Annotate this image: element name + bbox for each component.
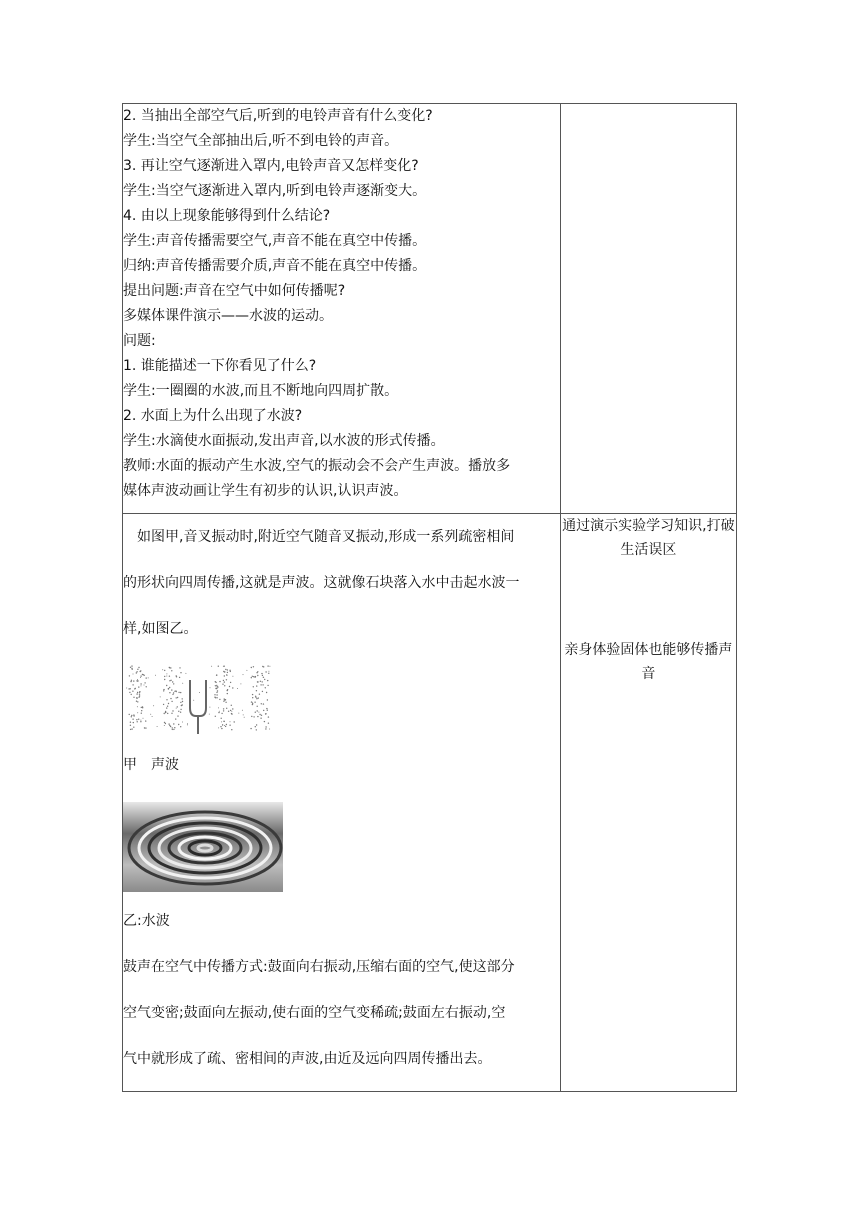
text-line: 学生:声音传播需要空气,声音不能在真空中传播。 [123, 233, 427, 249]
text-line: 2. 当抽出全部空气后,听到的电铃声音有什么变化? [123, 108, 433, 124]
lesson-table [122, 103, 737, 1092]
intro-line: 样,如图乙。 [123, 621, 198, 637]
text-line: 4. 由以上现象能够得到什么结论? [123, 208, 331, 224]
teaching-process-cell [123, 104, 561, 514]
text-line: 学生:当空气逐渐进入罩内,听到电铃声逐渐变大。 [123, 183, 427, 199]
drum-line: 空气变密;鼓面向左振动,使右面的空气变稀疏;鼓面左右振动,空 [123, 1005, 506, 1021]
table-row [123, 104, 737, 514]
intro-line: 的形状向四周传播,这就是声波。这就像石块落入水中击起水波一 [123, 575, 520, 591]
text-line: 问题: [123, 333, 156, 349]
text-line: 学生:当空气全部抽出后,听不到电铃的声音。 [123, 133, 399, 149]
drum-line: 鼓声在空气中传播方式:鼓面向右振动,压缩右面的空气,使这部分 [123, 959, 515, 975]
sound-wave-cell [123, 514, 561, 1092]
figure-a-caption: 甲 声波 [123, 757, 179, 773]
text-line: 提出问题:声音在空气中如何传播呢? [123, 283, 346, 299]
intro-line: 如图甲,音叉振动时,附近空气随音叉振动,形成一系列疏密相间 [137, 529, 515, 545]
text-line: 媒体声波动画让学生有初步的认识,认识声波。 [123, 483, 408, 499]
drum-line: 气中就形成了疏、密相间的声波,由近及远向四周传播出去。 [123, 1051, 492, 1067]
text-line: 学生:一圈圈的水波,而且不断地向四周扩散。 [123, 383, 399, 399]
design-intent-cell [560, 514, 736, 1092]
text-line: 归纳:声音传播需要介质,声音不能在真空中传播。 [123, 258, 427, 274]
text-line: 学生:水滴使水面振动,发出声音,以水波的形式传播。 [123, 433, 445, 449]
text-line: 1. 谁能描述一下你看见了什么? [123, 358, 317, 374]
side-note-2: 亲身体验固体也能够传播声音 [564, 642, 733, 682]
side-note-1: 通过演示实验学习知识,打破生活误区 [562, 518, 735, 558]
text-line: 3. 再让空气逐渐进入罩内,电铃声音又怎样变化? [123, 158, 419, 174]
text-line: 教师:水面的振动产生水波,空气的振动会不会产生声波。播放多 [123, 458, 511, 474]
text-line: 多媒体课件演示——水波的运动。 [123, 308, 333, 324]
table-row [123, 514, 737, 1092]
design-intent-cell-empty [560, 104, 736, 514]
sound-wave-tuning-fork-image [123, 662, 273, 736]
water-ripple-image [123, 802, 283, 892]
text-line: 2. 水面上为什么出现了水波? [123, 408, 303, 424]
figure-b-caption: 乙:水波 [123, 913, 170, 929]
